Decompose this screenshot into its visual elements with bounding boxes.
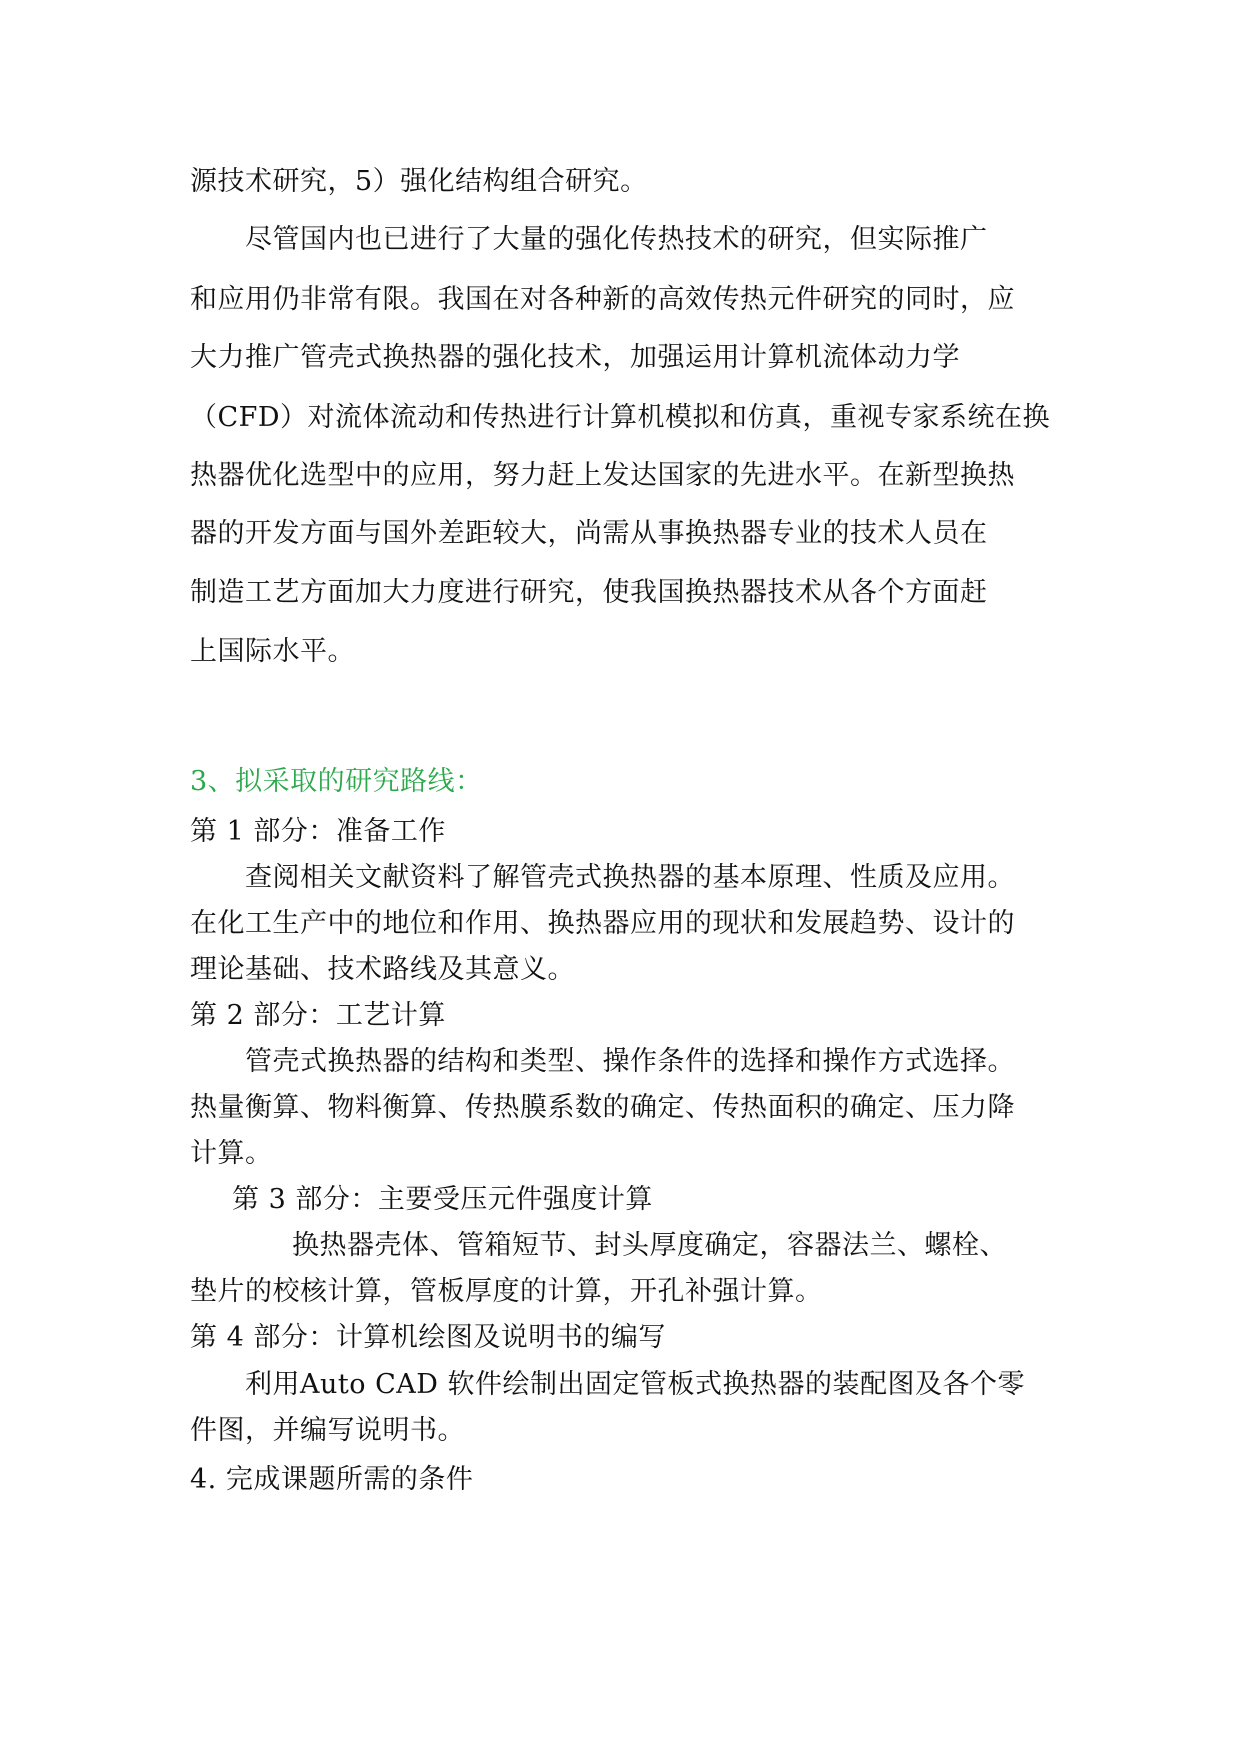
section-heading: 4. 完成课题所需的条件 [190,1464,474,1495]
paragraph-line: 计算。 [190,1138,273,1169]
part-title: 第 1 部分：准备工作 [190,816,446,847]
paragraph-line: （CFD）对流体流动和传热进行计算机模拟和仿真，重视专家系统在换 [190,402,1051,433]
paragraph-line: 换热器壳体、管箱短节、封头厚度确定，容器法兰、螺栓、 [292,1230,1007,1261]
paragraph-line: 在化工生产中的地位和作用、换热器应用的现状和发展趋势、设计的 [190,908,1015,939]
paragraph-line: 垫片的校核计算，管板厚度的计算，开孔补强计算。 [190,1276,823,1307]
paragraph-line: 尽管国内也已进行了大量的强化传热技术的研究，但实际推广 [245,224,988,255]
paragraph-line: 和应用仍非常有限。我国在对各种新的高效传热元件研究的同时，应 [190,284,1015,315]
part-title: 第 3 部分：主要受压元件强度计算 [232,1184,653,1215]
paragraph-line: 理论基础、技术路线及其意义。 [190,954,575,985]
paragraph-line: 大力推广管壳式换热器的强化技术，加强运用计算机流体动力学 [190,342,960,373]
paragraph-line: 制造工艺方面加大力度进行研究，使我国换热器技术从各个方面赶 [190,577,988,608]
section-heading: 3、拟采取的研究路线： [190,766,483,797]
part-title: 第 2 部分：工艺计算 [190,1000,446,1031]
paragraph-line: 查阅相关文献资料了解管壳式换热器的基本原理、性质及应用。 [245,862,1015,893]
paragraph-line: 利用Auto CAD 软件绘制出固定管板式换热器的装配图及各个零 [245,1369,1025,1400]
paragraph-line: 源技术研究，5）强化结构组合研究。 [190,166,648,197]
paragraph-line: 热器优化选型中的应用，努力赶上发达国家的先进水平。在新型换热 [190,460,1015,491]
paragraph-line: 器的开发方面与国外差距较大，尚需从事换热器专业的技术人员在 [190,518,988,549]
paragraph-line: 件图，并编写说明书。 [190,1415,465,1446]
paragraph-line: 上国际水平。 [190,636,355,667]
part-title: 第 4 部分：计算机绘图及说明书的编写 [190,1322,666,1353]
paragraph-line: 管壳式换热器的结构和类型、操作条件的选择和操作方式选择。 [245,1046,1015,1077]
paragraph-line: 热量衡算、物料衡算、传热膜系数的确定、传热面积的确定、压力降 [190,1092,1015,1123]
